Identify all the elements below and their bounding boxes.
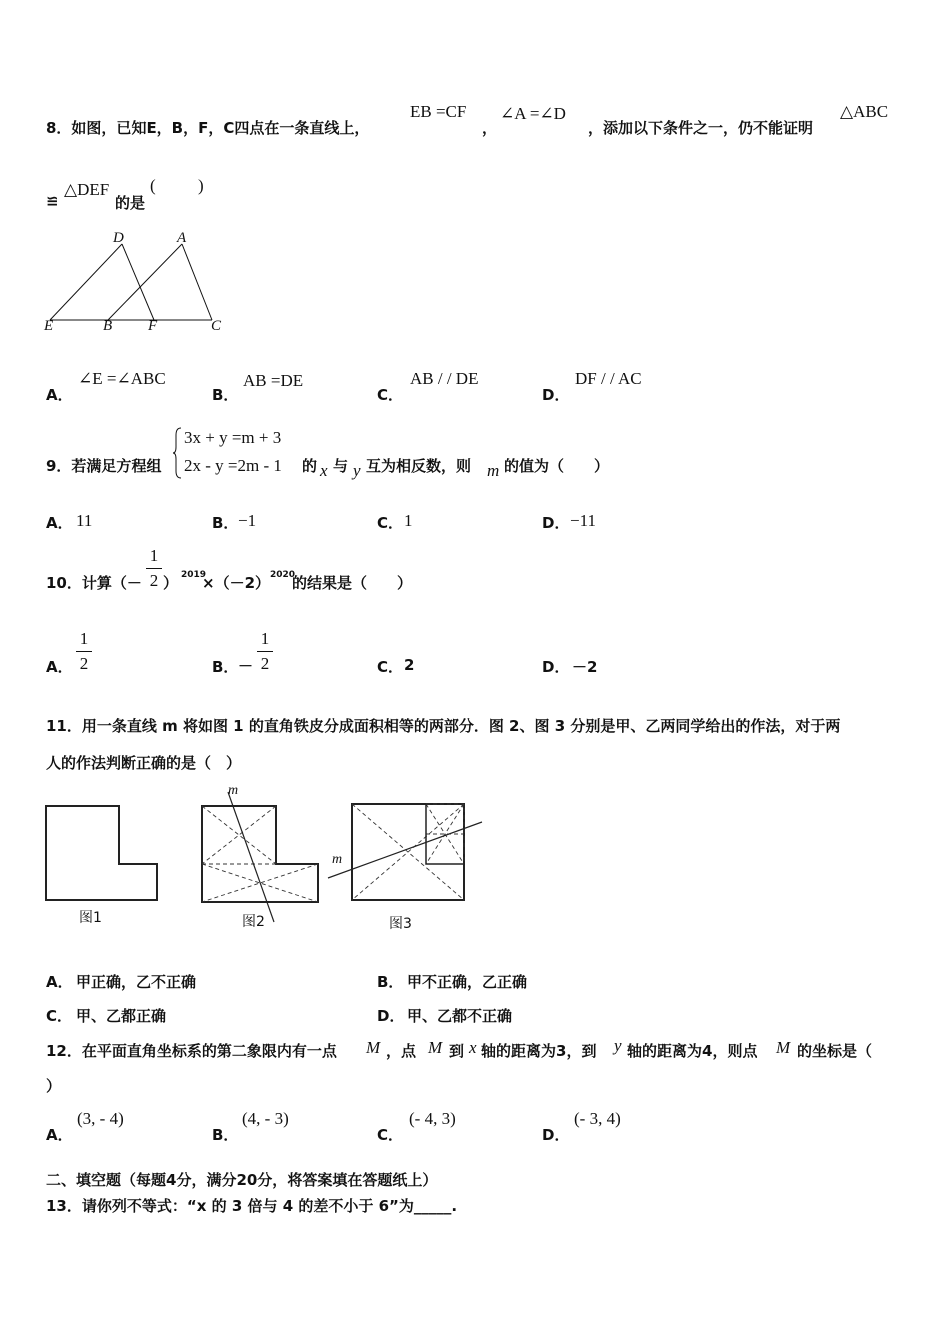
q10-option-b-letter[interactable]: B． <box>212 658 239 676</box>
q8-paren-open: ( <box>150 176 156 195</box>
q11-option-c-letter[interactable]: C． <box>46 1007 73 1025</box>
q9-brace <box>172 427 182 479</box>
q12-part3: 到 <box>449 1042 465 1060</box>
q12-axis-x: x <box>469 1038 477 1057</box>
q9-mid3: 互为相反数，则 <box>366 457 472 475</box>
q12-option-c-letter[interactable]: C． <box>377 1126 404 1144</box>
q10-option-a-denominator: 2 <box>79 654 89 673</box>
q8-segment-ac <box>182 244 212 320</box>
q11-figure-3-caption: 图3 <box>389 916 412 932</box>
q9-option-a-text: 11 <box>76 511 93 530</box>
q10-option-a-bar <box>76 651 92 652</box>
q10-fraction-denominator: 2 <box>149 571 159 590</box>
q8-triangle-def: △DEF <box>64 180 110 199</box>
q10-suffix: 的结果是（ ） <box>292 574 413 592</box>
q11-figure-3 <box>326 800 486 904</box>
q10-option-a-fraction <box>76 629 92 674</box>
q8-label-a: A <box>177 230 187 246</box>
q9-option-d-text: −11 <box>570 511 596 530</box>
q9-var-m: m <box>487 461 500 480</box>
q11-figure-3-label-m: m <box>332 852 343 867</box>
q12-option-b-text: (4, - 3) <box>242 1109 289 1128</box>
q8-cond2: ∠A =∠D <box>500 104 566 123</box>
q10-option-b-denominator: 2 <box>260 654 270 673</box>
q8-option-d-text: DF / / AC <box>575 369 642 388</box>
q10-option-b-sign: － <box>238 657 254 675</box>
q12-option-d-text: (- 3, 4) <box>574 1109 621 1128</box>
q9-option-c-text: 1 <box>404 511 413 530</box>
q11-line2: 人的作法判断正确的是（ ） <box>46 754 242 772</box>
q12-point-m-3: M <box>776 1038 791 1057</box>
q8-option-b-text: AB =DE <box>243 371 304 390</box>
q10-option-c-text: 2 <box>404 656 415 674</box>
q12-part4: 轴的距离为3，到 <box>481 1042 597 1060</box>
section2-heading: 二、填空题（每题4分，满分20分，将答案填在答题纸上） <box>46 1171 438 1189</box>
q12-point-m-1: M <box>366 1038 381 1057</box>
q12-part7: ） <box>46 1077 62 1095</box>
q8-paren-close: ) <box>198 176 204 195</box>
q12-option-b-letter[interactable]: B． <box>212 1126 239 1144</box>
q10-fraction <box>146 546 162 591</box>
q11-option-d-letter[interactable]: D． <box>377 1007 405 1025</box>
q8-option-d-letter[interactable]: D． <box>542 386 570 404</box>
q8-triangle-abc: △ABC <box>840 102 889 121</box>
q10-close1: ） <box>163 574 179 592</box>
q11-option-a-text: 甲正确，乙不正确 <box>76 973 197 991</box>
q8-option-c-text: AB / / DE <box>410 369 479 388</box>
q8-option-b-letter[interactable]: B． <box>212 386 239 404</box>
q10-fraction-bar <box>146 568 162 569</box>
q8-label-c: C <box>211 318 222 334</box>
q11-line1: 11．用一条直线 m 将如图 1 的直角铁皮分成面积相等的两部分．图 2、图 3 分别是甲、乙两同学给出的作法，对于两 <box>46 717 841 735</box>
q12-option-a-text: (3, - 4) <box>77 1109 124 1128</box>
q8-option-a-text: ∠E =∠ABC <box>78 369 166 388</box>
q11-option-a-letter[interactable]: A． <box>46 973 73 991</box>
q9-prefix: 9．若满足方程组 <box>46 457 162 475</box>
q13-text: 13．请你列不等式：“x 的 3 倍与 4 的差不小于 6”为_____. <box>46 1197 458 1215</box>
q11-option-d-text: 甲、乙都不正确 <box>407 1007 513 1025</box>
q12-point-m-2: M <box>428 1038 443 1057</box>
q8-line1-prefix: 8．如图，已知E，B，F，C四点在一条直线上， <box>46 119 370 137</box>
q11-option-b-letter[interactable]: B． <box>377 973 404 991</box>
q12-part2: ，点 <box>386 1042 417 1060</box>
q11-option-b-text: 甲不正确，乙正确 <box>407 973 528 991</box>
q12-option-d-letter[interactable]: D． <box>542 1126 570 1144</box>
q12-part6: 的坐标是（ <box>797 1042 873 1060</box>
q12-part1: 12．在平面直角坐标系的第二象限内有一点 <box>46 1042 337 1060</box>
q8-figure <box>40 230 240 340</box>
q9-option-a-letter[interactable]: A． <box>46 514 73 532</box>
q11-figure-2-label-m: m <box>228 783 239 798</box>
q8-cond1: EB =CF <box>410 102 467 121</box>
q9-option-b-letter[interactable]: B． <box>212 514 239 532</box>
q9-equation-1: 3x + y =m + 3 <box>184 428 282 447</box>
q12-option-c-text: (- 4, 3) <box>409 1109 456 1128</box>
q10-option-a-numerator: 1 <box>79 629 89 648</box>
q9-suffix: 的值为（ ） <box>504 457 610 475</box>
q8-option-c-letter[interactable]: C． <box>377 386 404 404</box>
q10-exponent-1: 2019 <box>181 570 207 580</box>
q10-times: ×（－2） <box>202 574 271 592</box>
q8-line1-suffix: ，添加以下条件之一，仍不能证明 <box>588 119 814 137</box>
q10-option-b-bar <box>257 651 273 652</box>
q9-var-x: x <box>320 461 328 480</box>
q9-mid1: 的 <box>302 457 318 475</box>
q8-congruent-sign: ≌ <box>46 192 59 210</box>
q9-equation-2: 2x - y =2m - 1 <box>184 456 282 475</box>
q10-option-c-letter[interactable]: C． <box>377 658 404 676</box>
q12-part5: 轴的距离为4，则点 <box>627 1042 758 1060</box>
q8-label-e: E <box>44 318 54 334</box>
q10-option-d-text: －2 <box>572 658 598 676</box>
q9-var-y: y <box>353 461 361 480</box>
q12-axis-y: y <box>614 1036 622 1055</box>
q8-option-a-letter[interactable]: A． <box>46 386 73 404</box>
q8-comma: ， <box>482 119 498 137</box>
q12-option-a-letter[interactable]: A． <box>46 1126 73 1144</box>
q8-segment-ba <box>108 244 182 320</box>
q11-figure-1 <box>44 804 160 902</box>
q10-option-b-numerator: 1 <box>260 629 270 648</box>
q9-option-d-letter[interactable]: D． <box>542 514 570 532</box>
q11-figure-2-caption: 图2 <box>242 914 265 930</box>
q10-option-b-fraction <box>257 629 273 674</box>
q8-segment-df <box>122 244 154 320</box>
q9-option-c-letter[interactable]: C． <box>377 514 404 532</box>
q8-line2-suffix: 的是 <box>115 194 146 212</box>
q10-exponent-2: 2020 <box>270 570 296 580</box>
q10-fraction-numerator: 1 <box>149 546 159 565</box>
q9-mid2: 与 <box>333 457 349 475</box>
q10-option-d-letter[interactable]: D． <box>542 658 570 676</box>
q11-option-c-text: 甲、乙都正确 <box>76 1007 167 1025</box>
q11-figure-1-caption: 图1 <box>79 910 102 926</box>
q9-option-b-text: −1 <box>238 511 257 530</box>
q8-label-d: D <box>113 230 124 246</box>
q8-label-f: F <box>148 318 158 334</box>
q8-segment-ed <box>50 244 122 320</box>
q10-prefix: 10．计算（－ <box>46 574 142 592</box>
q10-option-a-letter[interactable]: A． <box>46 658 73 676</box>
q8-label-b: B <box>103 318 113 334</box>
